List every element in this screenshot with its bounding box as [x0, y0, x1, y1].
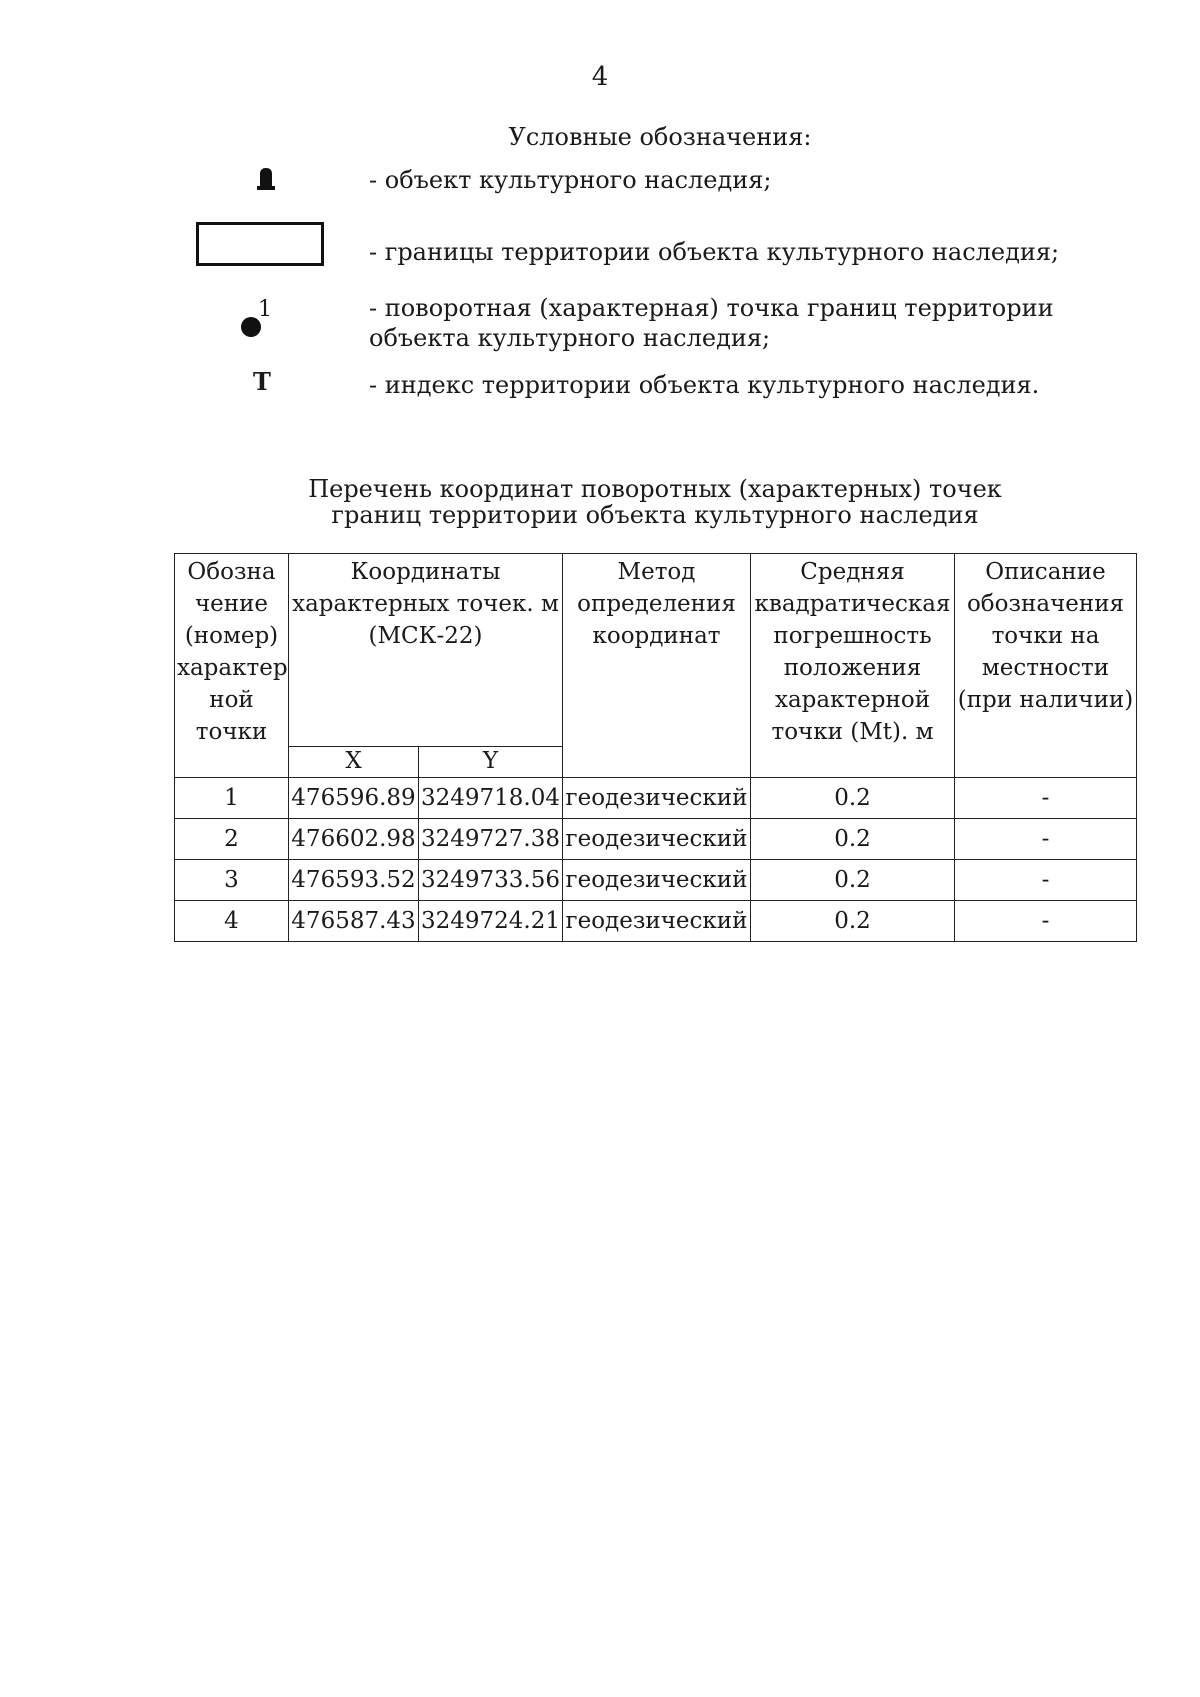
header-coordinates: Координаты характерных точек. м (МСК-22) — [289, 554, 563, 747]
coordinates-table — [174, 553, 1137, 942]
cell-x: 476602.98 — [289, 819, 419, 860]
cell-y: 3249718.04 — [419, 778, 563, 819]
table-title-line1: Перечень координат поворотных (характерных) точек — [308, 475, 1002, 503]
cell-num: 1 — [175, 778, 289, 819]
cell-x: 476593.52 — [289, 860, 419, 901]
cell-num: 2 — [175, 819, 289, 860]
cell-num: 3 — [175, 860, 289, 901]
monument-icon — [256, 166, 276, 190]
legend-item-boundary: - границы территории объекта культурного наследия; — [369, 238, 1060, 266]
cell-y: 3249733.56 — [419, 860, 563, 901]
cell-y: 3249727.38 — [419, 819, 563, 860]
cell-method: геодезический — [563, 778, 751, 819]
cell-error: 0.2 — [751, 901, 955, 942]
territory-index-icon: Т — [253, 367, 271, 396]
cell-y: 3249724.21 — [419, 901, 563, 942]
table-header-row — [175, 554, 1137, 747]
cell-description: - — [955, 901, 1137, 942]
cell-num: 4 — [175, 901, 289, 942]
cell-error: 0.2 — [751, 819, 955, 860]
cell-error: 0.2 — [751, 860, 955, 901]
cell-method: геодезический — [563, 860, 751, 901]
header-error: Средняя квадратическая погрешность положения характерной точки (Mt). м — [751, 554, 955, 778]
cell-x: 476596.89 — [289, 778, 419, 819]
header-method: Метод определения координат — [563, 554, 751, 778]
cell-description: - — [955, 819, 1137, 860]
legend-title: Условные обозначения: — [508, 123, 812, 151]
legend-item-index: - индекс территории объекта культурного наследия. — [369, 371, 1040, 399]
table-title — [0, 476, 1200, 528]
cell-description: - — [955, 860, 1137, 901]
table-title-line2: границ территории объекта культурного наследия — [331, 501, 979, 529]
cell-x: 476587.43 — [289, 901, 419, 942]
cell-method: геодезический — [563, 819, 751, 860]
header-y: Y — [419, 747, 563, 778]
cell-error: 0.2 — [751, 778, 955, 819]
table-row — [175, 860, 1137, 901]
header-description: Описание обозначения точки на местности (при наличии) — [955, 554, 1137, 778]
cell-description: - — [955, 778, 1137, 819]
cell-method: геодезический — [563, 901, 751, 942]
header-x: X — [289, 747, 419, 778]
boundary-rectangle-icon — [196, 222, 324, 266]
point-number-label: 1 — [258, 297, 272, 322]
table-row — [175, 901, 1137, 942]
legend-item-turning-point: - поворотная (характерная) точка границ территории объекта культурного наследия; — [369, 294, 1054, 352]
page-number: 4 — [591, 62, 609, 92]
table-row — [175, 778, 1137, 819]
turning-point-icon — [239, 297, 275, 341]
legend-item-monument: - объект культурного наследия; — [369, 166, 772, 194]
header-designation: Обозна чение (номер) характер ной точки — [175, 554, 289, 778]
table-row — [175, 819, 1137, 860]
